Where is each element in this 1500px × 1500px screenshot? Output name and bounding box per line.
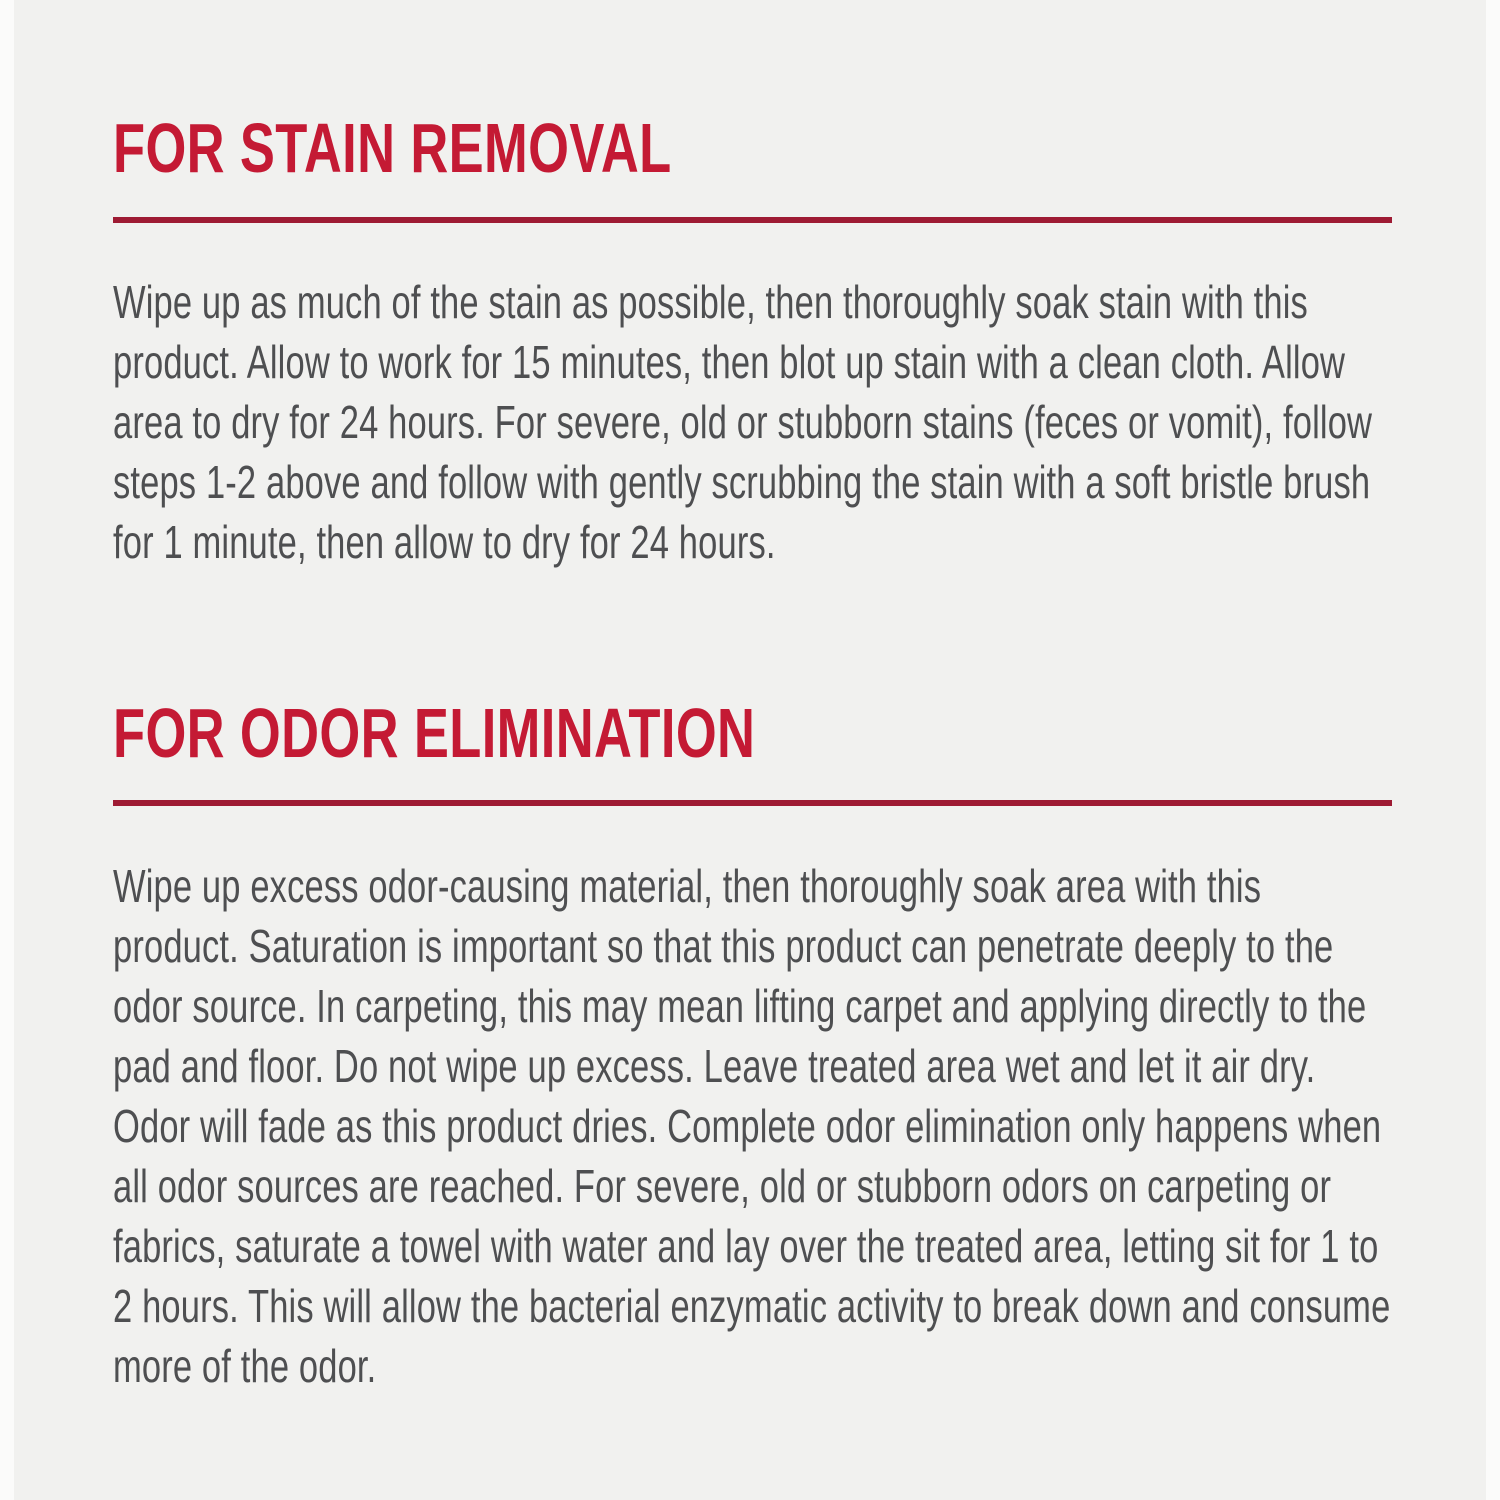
odor-section-divider-rule bbox=[113, 800, 1392, 806]
left-edge-strip bbox=[0, 0, 14, 1500]
stain-removal-instructions: Wipe up as much of the stain as possible, then thoroughly soak stain with this product. Allow to work for 15 minutes, then blot up stain with a clean cloth. Allow area to dry for 24 hours. For severe, old or stubborn stains (feces or vomit), follow steps 1-2 above and follow with gently scrubbing the stain with a soft bristle brush for 1 minute, then allow to dry for 24 hours. bbox=[113, 276, 1373, 568]
odor-elimination-heading: FOR ODOR ELIMINATION bbox=[113, 694, 756, 772]
right-edge-strip bbox=[1486, 0, 1500, 1500]
stain-removal-heading: FOR STAIN REMOVAL bbox=[113, 109, 672, 187]
odor-elimination-instructions: Wipe up excess odor-causing material, then thoroughly soak area with this product. Saturation is important so that this product can penetrate deeply to the odor source. In carpeting, this may mean lifting carpet and applying directly to the pad and floor. Do not wipe up excess. Leave treated area wet and let it air dry. Odor will fade as this product dries. Complete odor elimination only happens when all odor sources are reached. For severe, old or stubborn odors on carpeting or fabrics, saturate a towel with water and lay over the treated area, letting sit for 1 to 2 hours. This will allow the bacterial enzymatic activity to break down and consume more of the odor. bbox=[113, 860, 1391, 1392]
stain-section-divider-rule bbox=[113, 217, 1392, 223]
label-content bbox=[113, 0, 1392, 1500]
